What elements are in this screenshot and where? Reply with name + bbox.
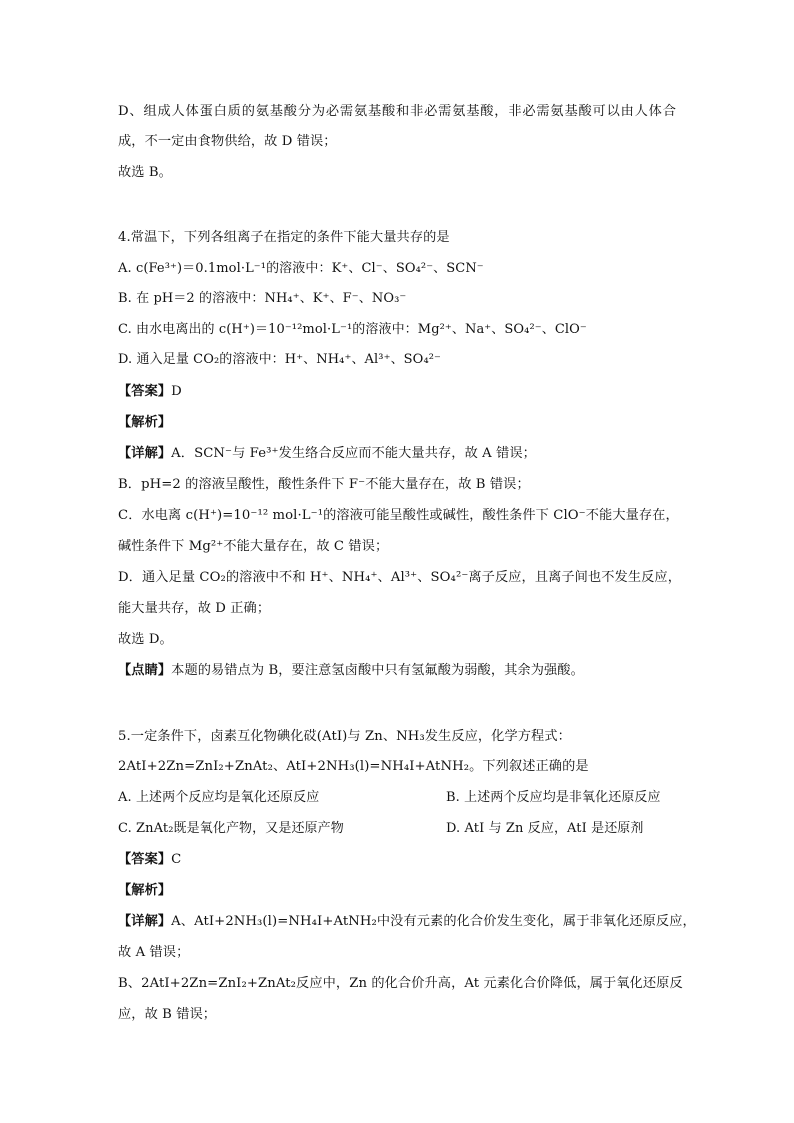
q3-option-d-explanation-line2: 成，不一定由食物供给，故 D 错误； xyxy=(118,134,337,149)
q4-detail-b: B．pH=2 的溶液呈酸性，酸性条件下 F⁻不能大量存在，故 B 错误； xyxy=(118,477,530,492)
detail-tag: 【详解】 xyxy=(118,446,172,461)
detail-tag: 【详解】 xyxy=(118,914,172,929)
q5-option-a: A. 上述两个反应均是氧化还原反应 xyxy=(118,790,320,805)
q4-detail-d-line2: 能大量共存，故 D 正确； xyxy=(118,601,271,616)
q5-answer xyxy=(118,850,181,870)
q4-option-b: B. 在 pH＝2 的溶液中：NH₄⁺、K⁺、F⁻、NO₃⁻ xyxy=(118,291,407,306)
q4-note xyxy=(118,661,584,681)
q4-detail-a xyxy=(118,444,536,464)
q4-analysis-tag: 【解析】 xyxy=(118,415,172,430)
answer-tag: 【答案】 xyxy=(118,852,172,867)
q5-detail-a-line1 xyxy=(118,912,696,932)
detail-a-text: A．SCN⁻与 Fe³⁺发生络合反应而不能大量共存，故 A 错误； xyxy=(171,446,536,461)
note-tag: 【点睛】 xyxy=(118,663,172,678)
note-text: 本题的易错点为 B，要注意氢卤酸中只有氢氟酸为弱酸，其余为强酸。 xyxy=(171,663,584,678)
answer-value: C xyxy=(171,852,182,867)
answer-value: D xyxy=(171,384,182,399)
q5-detail-b-line2: 应，故 B 错误； xyxy=(118,1007,217,1022)
q5-option-c: C. ZnAt₂既是氧化产物，又是还原产物 xyxy=(118,821,344,836)
q5-analysis-tag: 【解析】 xyxy=(118,883,172,898)
q4-detail-c-line2: 碱性条件下 Mg²⁺不能大量存在，故 C 错误； xyxy=(118,539,389,554)
q5-detail-b-line1: B、2AtI+2Zn=ZnI₂+ZnAt₂反应中，Zn 的化合价升高，At 元素化合价降低，属于氧化还原反 xyxy=(118,976,683,991)
answer-tag: 【答案】 xyxy=(118,384,172,399)
q4-stem: 4.常温下，下列各组离子在指定的条件下能大量共存的是 xyxy=(118,230,450,245)
q5-option-b: B. 上述两个反应均是非氧化还原反应 xyxy=(446,790,661,805)
q4-option-a: A. c(Fe³⁺)＝0.1mol·L⁻¹的溶液中：K⁺、Cl⁻、SO₄²⁻、SCN⁻ xyxy=(118,261,484,276)
q5-detail-a-line2: 故 A 错误； xyxy=(118,945,190,960)
q5-option-d: D. AtI 与 Zn 反应，AtI 是还原剂 xyxy=(446,821,644,836)
q4-option-d: D. 通入足量 CO₂的溶液中：H⁺、NH₄⁺、Al³⁺、SO₄²⁻ xyxy=(118,352,442,367)
q4-option-c: C. 由水电离出的 c(H⁺)＝10⁻¹²mol·L⁻¹的溶液中：Mg²⁺、Na⁺、SO₄²⁻、ClO⁻ xyxy=(118,322,587,337)
q3-option-d-explanation-line1: D、组成人体蛋白质的氨基酸分为必需氨基酸和非必需氨基酸，非必需氨基酸可以由人体合 xyxy=(118,104,676,119)
q3-conclusion: 故选 B。 xyxy=(118,165,172,180)
q4-detail-d-line1: D．通入足量 CO₂的溶液中不和 H⁺、NH₄⁺、Al³⁺、SO₄²⁻离子反应，且离子间也不发生反应， xyxy=(118,570,681,585)
q5-stem: 5.一定条件下，卤素互化物碘化砹(AtI)与 Zn、NH₃发生反应，化学方程式： xyxy=(118,729,571,744)
detail-a-text: A、AtI+2NH₃(l)=NH₄I+AtNH₂中没有元素的化合价发生变化，属于非氧化还原反应， xyxy=(171,914,696,929)
q4-answer xyxy=(118,382,182,402)
q4-conclusion: 故选 D。 xyxy=(118,632,173,647)
q5-equation: 2AtI+2Zn=ZnI₂+ZnAt₂、AtI+2NH₃(l)=NH₄I+AtNH₂。下列叙述正确的是 xyxy=(118,759,589,774)
q4-detail-c-line1: C．水电离 c(H⁺)=10⁻¹² mol·L⁻¹的溶液可能呈酸性或碱性，酸性条件下 ClO⁻不能大量存在， xyxy=(118,508,679,523)
